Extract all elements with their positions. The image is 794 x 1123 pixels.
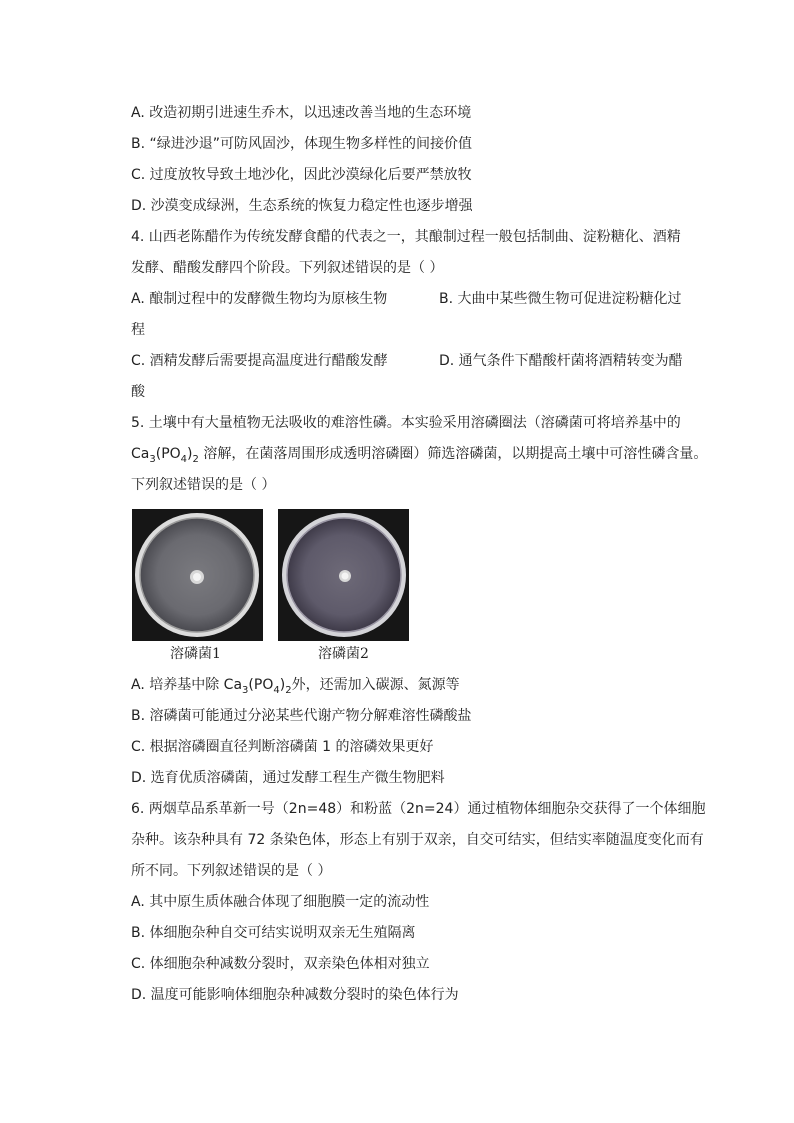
q5-option-c: C. 根据溶磷圈直径判断溶磷菌 1 的溶磷效果更好 [131,739,434,755]
q6-option-a: A. 其中原生质体融合体现了细胞膜一定的流动性 [131,894,430,910]
q6-option-b: B. 体细胞杂种自交可结实说明双亲无生殖隔离 [131,925,416,941]
formula-subscript: 2 [285,684,292,696]
q6-option-c: C. 体细胞杂种减数分裂时，双亲染色体相对独立 [131,956,430,972]
formula-text: ) [187,446,193,462]
formula-subscript: 3 [149,453,156,465]
petri-dish-image-1 [132,509,263,641]
q4-stem-line1: 4. 山西老陈醋作为传统发酵食醋的代表之一，其酿制过程一般包括制曲、淀粉糖化、酒精 [131,229,681,245]
petri-dish-1-graphic [132,509,263,641]
formula-text: (PO [155,446,181,462]
q4-option-d-wrap: 酸 [131,384,145,400]
option-text: 外，还需加入碳源、氮源等 [291,677,460,693]
petri-dish-caption-2: 溶磷菌2 [318,646,369,662]
q4-option-c: C. 酒精发酵后需要提高温度进行醋酸发酵 [131,353,388,369]
formula-text: ) [279,677,286,693]
q5-option-d: D. 选育优质溶磷菌，通过发酵工程生产微生物肥料 [131,770,445,786]
q3-option-b: B. “绿进沙退”可防风固沙，体现生物多样性的间接价值 [131,136,473,152]
q6-stem-line2: 杂种。该杂种具有 72 条染色体，形态上有别于双亲，自交可结实，但结实率随温度变化而有 [131,832,704,848]
formula-subscript: 4 [273,684,280,696]
petri-dish-image-2 [278,509,409,641]
q6-stem-line3: 所不同。下列叙述错误的是（ ） [131,863,332,879]
stem-text: 溶解，在菌落周围形成透明溶磷圈）筛选溶磷菌，以期提高土壤中可溶性磷含量。 [198,446,708,462]
formula-subscript: 2 [192,453,199,465]
q3-option-a: A. 改造初期引进速生乔木，以迅速改善当地的生态环境 [131,105,472,121]
q4-option-b: B. 大曲中某些微生物可促进淀粉糖化过 [439,291,682,307]
formula-subscript: 3 [242,684,249,696]
q3-option-c: C. 过度放牧导致土地沙化，因此沙漠绿化后要严禁放牧 [131,167,472,183]
q6-stem-line1: 6. 两烟草品系革新一号（2n=48）和粉蓝（2n=24）通过植物体细胞杂交获得了一个体细胞 [131,801,706,817]
q4-option-d: D. 通气条件下醋酸杆菌将酒精转变为醋 [439,353,683,369]
q4-stem-line2: 发酵、醋酸发酵四个阶段。下列叙述错误的是（ ） [131,260,444,276]
q3-option-d: D. 沙漠变成绿洲，生态系统的恢复力稳定性也逐步增强 [131,198,473,214]
formula-subscript: 4 [180,453,188,465]
q5-stem-line3: 下列叙述错误的是（ ） [131,477,276,493]
q4-option-b-wrap: 程 [131,322,145,338]
option-text: A. 培养基中除 Ca [131,677,243,693]
formula-text: (PO [248,677,274,693]
q5-option-b: B. 溶磷菌可能通过分泌某些代谢产物分解难溶性磷酸盐 [131,708,472,724]
q5-stem-line1: 5. 土壤中有大量植物无法吸收的难溶性磷。本实验采用溶磷圈法（溶磷菌可将培养基中的 [131,415,681,431]
formula-text: Ca [131,446,150,462]
q5-option-a [131,675,460,695]
q4-option-a: A. 酿制过程中的发酵微生物均为原核生物 [131,291,388,307]
q6-option-d: D. 温度可能影响体细胞杂种减数分裂时的染色体行为 [131,987,459,1003]
petri-dish-caption-1: 溶磷菌1 [170,646,221,662]
q5-stem-line2 [131,444,707,464]
petri-dish-2-graphic [278,509,409,641]
